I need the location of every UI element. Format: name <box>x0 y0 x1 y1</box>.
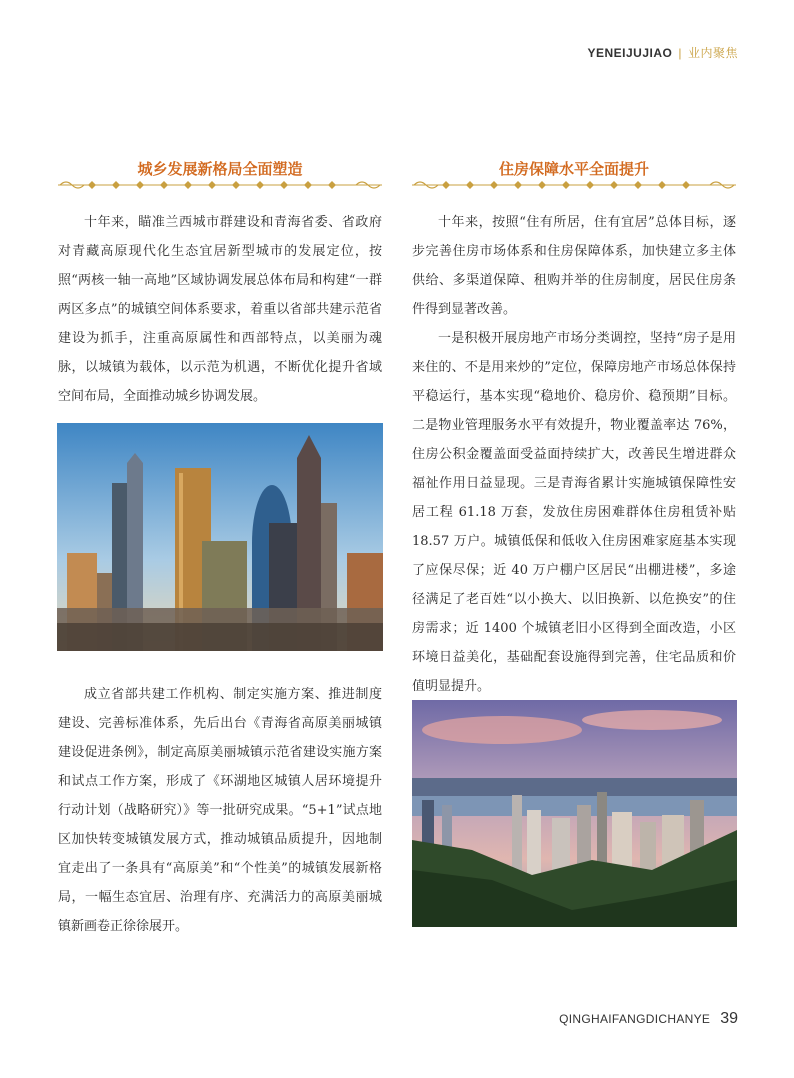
left-section-title: 城乡发展新格局全面塑造 <box>137 160 303 178</box>
right-column <box>412 208 736 701</box>
right-ornament-divider <box>412 178 736 192</box>
left-paragraph-2: 成立省部共建工作机构、制定实施方案、推进制度建设、完善标准体系，先后出台《青海省高原美丽城镇建设促进条例》，制定高原美丽城镇示范省建设实施方案和试点工作方案，形成了《环湖地区城镇人居环境提升行动计划（战略研究）》等一批研究成果。“5+1”试点地区加快转变城镇发展方式，推动城镇品质提升，因地制宜走出了一条具有“高原美”和“个性美”的城镇发展新格局，一幅生态宜居、治理有序、充满活力的高原美丽城镇新画卷正徐徐展开。 <box>58 687 382 934</box>
right-paragraph-1: 十年来，按照“住有所居，住有宜居”总体目标，逐步完善住房市场体系和住房保障体系，加快建立多主体供给、多渠道保障、租购并举的住房制度，居民住房条件得到显著改善。 <box>412 215 736 317</box>
footer-magazine-name: QINGHAIFANGDICHANYE <box>559 1012 711 1026</box>
left-column-bottom <box>58 680 382 941</box>
right-paragraph-2: 一是积极开展房地产市场分类调控，坚持“房子是用来住的、不是用来炒的”定位，保障房地产市场总体保持平稳运行，基本实现“稳地价、稳房价、稳预期”目标。二是物业管理服务水平有效提升，物业覆盖率达 76%，住房公积金覆盖面受益面持续扩大，改善民生增进群众福祉作用日益显现。三是青海省累计实施城镇保障性安居工程 61.18 万套，发放住房困难群体住房租赁补贴 18.57 万户。城镇低保和低收入住房困难家庭基本实现了应保尽保；近 40 万户棚户区居民“出棚进楼”，多途径满足了老百姓“以小换大、以旧换新、以危换安”的住房需求；近 1400 个城镇老旧小区得到全面改造，小区环境日益美化，基础配套设施得到完善，住宅品质和价值明显提升。 <box>412 331 736 694</box>
left-ornament-divider <box>58 178 382 192</box>
page-number: 39 <box>720 1010 738 1027</box>
header-separator: | <box>678 45 682 60</box>
header-chinese: 业内聚焦 <box>687 46 738 60</box>
left-column-top <box>58 208 382 411</box>
page-footer <box>559 1010 738 1028</box>
city-skyline-photo <box>57 423 383 651</box>
header-english: YENEIJUJIAO <box>587 45 673 60</box>
running-header <box>588 44 739 61</box>
harbor-city-photo <box>412 700 737 927</box>
right-section-title: 住房保障水平全面提升 <box>498 160 649 178</box>
left-paragraph-1: 十年来，瞄准兰西城市群建设和青海省委、省政府对青藏高原现代化生态宜居新型城市的发展定位，按照“两核一轴一高地”区域协调发展总体布局和构建“一群两区多点”的城镇空间体系要求，着重以省部共建示范省建设为抓手，注重高原属性和西部特点，以美丽为魂脉，以城镇为载体，以示范为机遇，不断优化提升省域空间布局，全面推动城乡协调发展。 <box>58 215 382 404</box>
